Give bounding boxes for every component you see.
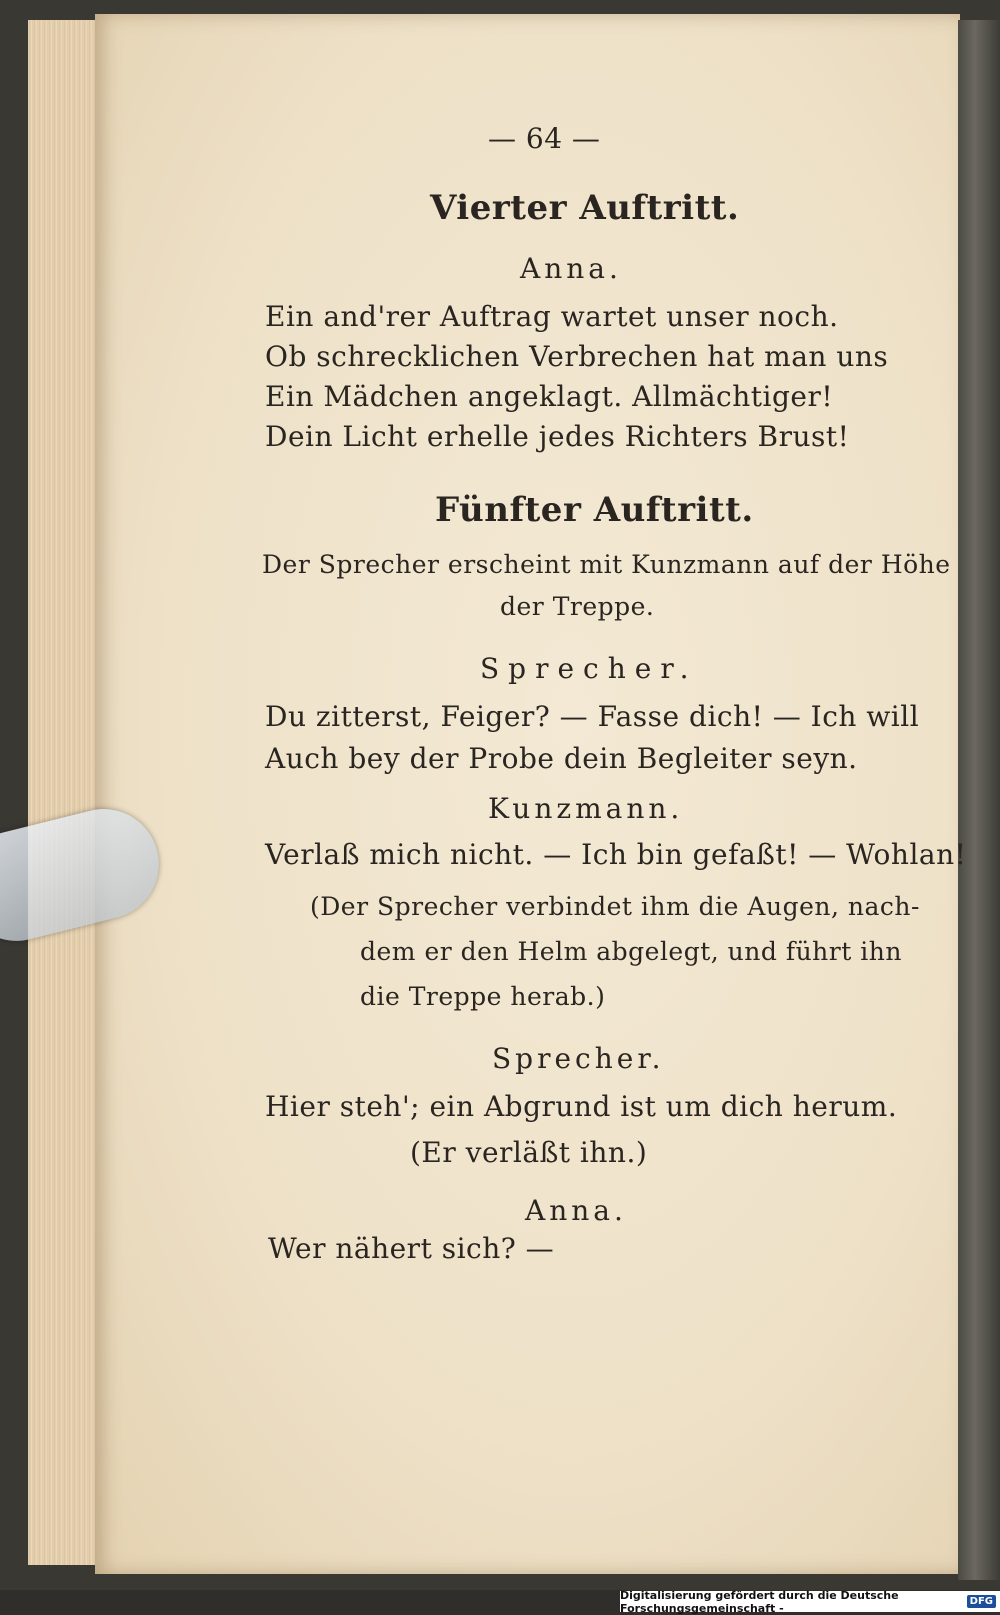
stage-direction: die Treppe herab.) bbox=[360, 982, 606, 1011]
stage-direction: (Der Sprecher verbindet ihm die Augen, nach- bbox=[310, 892, 920, 921]
speaker-anna: Anna. bbox=[520, 252, 622, 285]
scene-heading-4: Vierter Auftritt. bbox=[430, 188, 740, 228]
stage-direction: dem er den Helm abgelegt, und führt ihn bbox=[360, 937, 902, 966]
verse-line: Du zitterst, Feiger? — Fasse dich! — Ich will bbox=[265, 700, 920, 733]
stage-direction: (Er verläßt ihn.) bbox=[410, 1136, 648, 1169]
facing-page-strip bbox=[958, 20, 1000, 1580]
verse-line: Hier steh'; ein Abgrund ist um dich herum. bbox=[265, 1090, 898, 1123]
verse-line: Verlaß mich nicht. — Ich bin gefaßt! — Wohlan! bbox=[265, 838, 967, 871]
speaker-sprecher: Sprecher. bbox=[480, 652, 698, 685]
verse-line: Auch bey der Probe dein Begleiter seyn. bbox=[265, 742, 858, 775]
speaker-anna: Anna. bbox=[525, 1194, 627, 1227]
speaker-sprecher: Sprecher. bbox=[492, 1042, 665, 1075]
footer-credit bbox=[620, 1588, 1000, 1615]
speaker-kunzmann: Kunzmann. bbox=[488, 792, 684, 825]
verse-line: Ob schrecklichen Verbrechen hat man uns bbox=[265, 340, 889, 373]
stage-direction: der Treppe. bbox=[500, 592, 655, 621]
dfg-logo: DFG bbox=[967, 1595, 996, 1608]
footer-text: Digitalisierung gefördert durch die Deutsche Forschungsgemeinschaft - bbox=[620, 1588, 899, 1615]
verse-line: Ein Mädchen angeklagt. Allmächtiger! bbox=[265, 380, 834, 413]
verse-line: Ein and'rer Auftrag wartet unser noch. bbox=[265, 300, 839, 333]
verse-line: Dein Licht erhelle jedes Richters Brust! bbox=[265, 420, 850, 453]
verse-line: Wer nähert sich? — bbox=[268, 1232, 555, 1265]
book-page-edges bbox=[28, 20, 102, 1565]
scene-heading-5: Fünfter Auftritt. bbox=[435, 490, 754, 530]
stage-direction: Der Sprecher erscheint mit Kunzmann auf der Höhe bbox=[262, 550, 951, 579]
page-number: — 64 — bbox=[488, 122, 601, 155]
